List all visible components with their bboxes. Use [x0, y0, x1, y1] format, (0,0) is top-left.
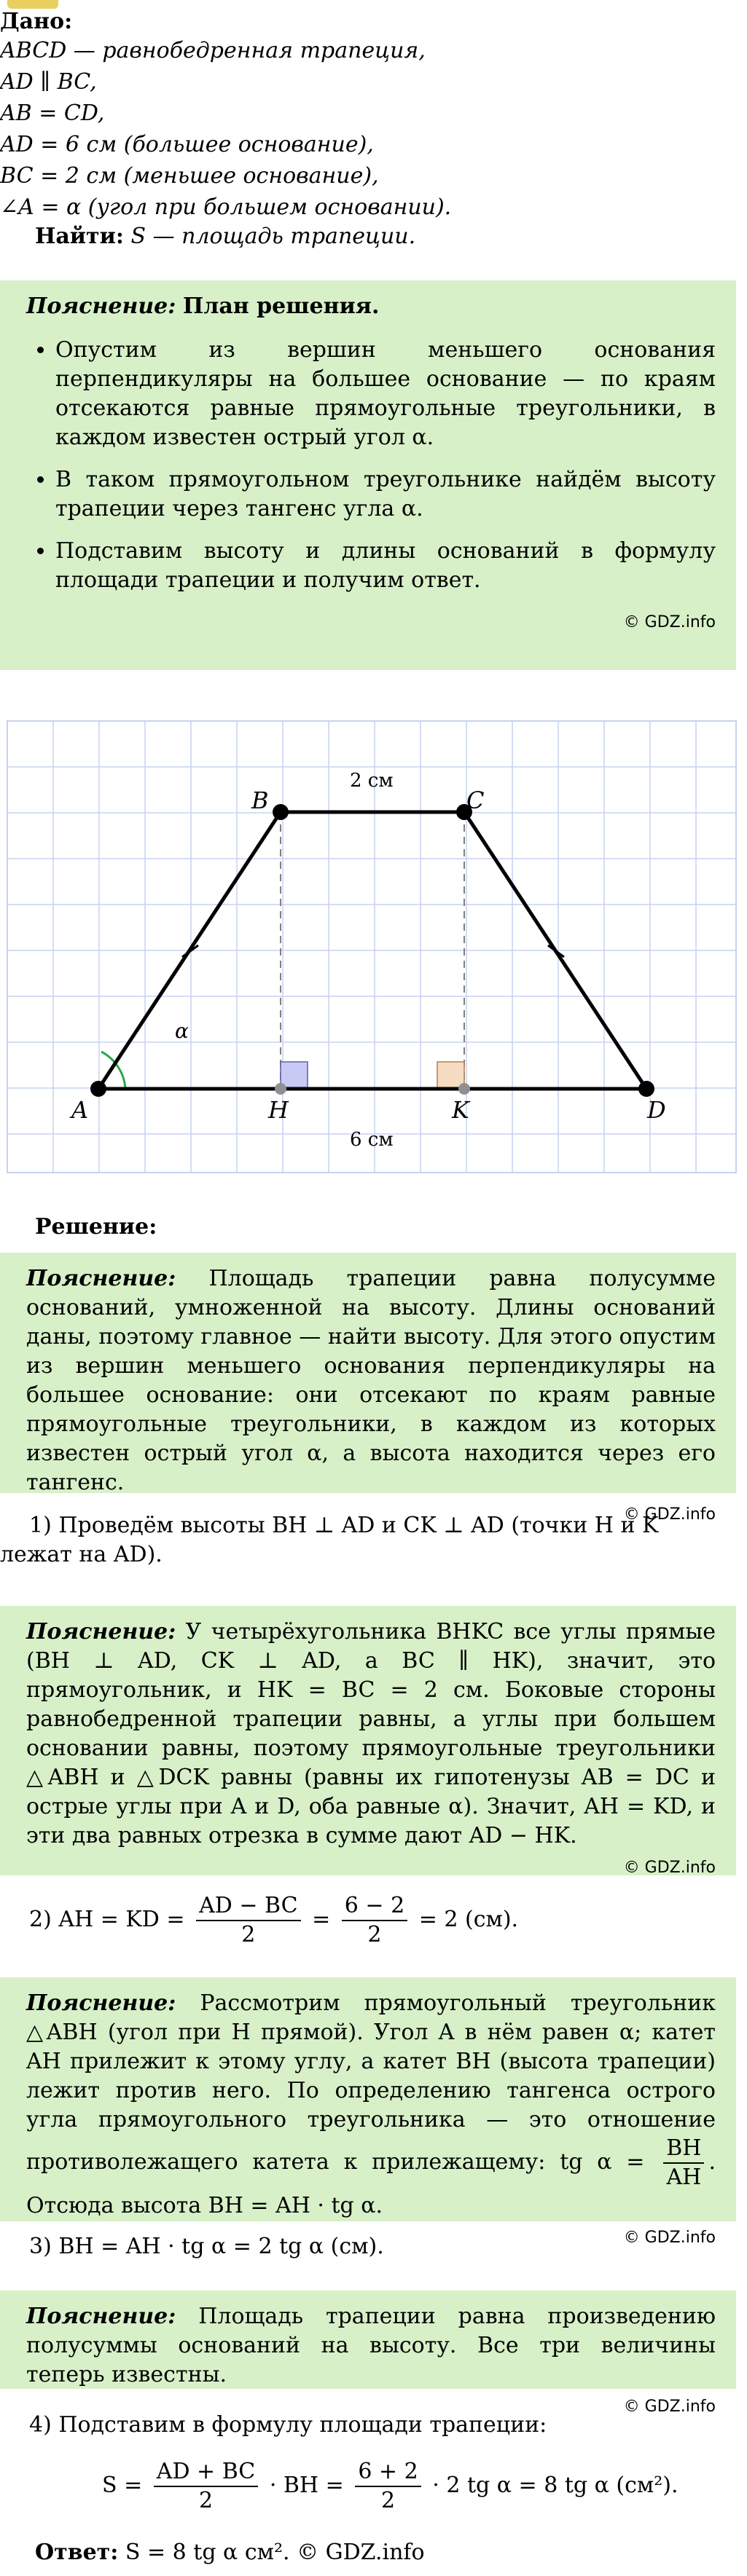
label-d: D — [647, 1096, 666, 1124]
step-4-intro: 4) Подставим в формулу площади трапеции: — [29, 2412, 547, 2438]
note-text: У четырёхугольника BHKC все углы прямые (BH ⊥ AD, CK ⊥ AD, а BC ∥ HK), значит, это прямоугольник, и HK = BC = 2 см. Боковые стороны равнобедренной трапеции равны, а углы при большем основании равны, поэтому прямоугольные треугольники △ABH и △DCK равны (равны их гипотенузы AB = DC и острые углы при A и D, оба равные α). Значит, AH = KD, и эти два равных отрезка в сумме дают AD − HK. — [26, 1619, 716, 1848]
plan-bullet: • В таком прямоугольном треугольнике найдём высоту трапеции через тангенс угла α. — [55, 465, 716, 524]
find-label: Найти: — [35, 224, 124, 249]
fraction — [355, 2458, 421, 2515]
point-a — [90, 1081, 106, 1097]
note-text: Рассмотрим прямоугольный треугольник △ABH (угол при H прямой). Угол A в нём равен α; катет AH прилежит к этому углу, а катет BH (высота трапеции) лежит против него. По определению тангенса острого угла прямоугольного треугольника — это отношение противолежащего катета к прилежащему: — [26, 1990, 716, 2175]
given-line: ∠A = α (угол при большем основании). — [0, 194, 452, 220]
plan-bullet: • Подставим высоту и длины оснований в формулу площади трапеции и получим ответ. — [55, 537, 716, 595]
label-a: A — [71, 1096, 89, 1124]
find-text: S — площадь трапеции. — [130, 224, 416, 249]
fraction — [342, 1892, 407, 1949]
given-line: BC = 2 см (меньшее основание), — [0, 163, 379, 189]
copyright: © GDZ.info — [623, 613, 716, 631]
given-line: ABCD — равнобедренная трапеция, — [0, 38, 426, 63]
label-k: K — [452, 1096, 469, 1124]
step-4-formula — [102, 2458, 678, 2515]
note-label: Пояснение: — [26, 1990, 176, 2016]
fraction — [154, 2458, 258, 2515]
fraction-denominator: AH — [666, 2165, 702, 2190]
step-2-prefix: 2) AH = KD = — [29, 1907, 185, 1932]
tangent-formula-suffix: . Отсюда высота BH = AH · tg α. — [26, 2149, 716, 2218]
explanation-note — [0, 2291, 736, 2416]
tick-cd — [548, 945, 564, 957]
explanation-note — [0, 1253, 736, 1524]
fraction-denominator: 2 — [380, 2488, 396, 2513]
point-d — [638, 1081, 654, 1097]
equals-sign: = — [312, 1907, 331, 1932]
solution-heading: Решение: — [35, 1214, 157, 1240]
point-b — [273, 804, 289, 820]
answer-label: Ответ: — [35, 2540, 119, 2565]
given-line: AD ∥ BC, — [0, 69, 97, 95]
copyright: © GDZ.info — [623, 1859, 716, 1877]
step-1: 1) Проведём высоты BH ⊥ AD и CK ⊥ AD (точки H и K лежат на AD). — [0, 1513, 659, 1567]
fraction-numerator: BH — [663, 2135, 704, 2164]
step-2-suffix: = 2 (см). — [418, 1907, 519, 1932]
explanation-note — [0, 1606, 736, 1875]
copyright: © GDZ.info — [623, 1505, 716, 1524]
label-b: B — [251, 787, 269, 814]
trapezoid-figure — [0, 714, 747, 1180]
point-h — [275, 1083, 286, 1095]
label-bc-length: 2 см — [350, 770, 394, 792]
plan-title: План решения. — [182, 294, 380, 319]
tangent-formula-prefix: tg α = — [560, 2149, 645, 2175]
fraction-denominator: 2 — [241, 1922, 256, 1947]
angle-arc — [101, 1052, 125, 1089]
fraction-numerator: AD + BC — [154, 2458, 258, 2487]
step-4-suffix: · 2 tg α = 8 tg α (см²). — [432, 2473, 678, 2498]
plan-note — [0, 280, 736, 670]
fraction-numerator: AD − BC — [196, 1892, 300, 1921]
step-3: 3) BH = AH · tg α = 2 tg α (см). — [29, 2234, 384, 2259]
label-h: H — [268, 1096, 289, 1124]
note-label: Пояснение: — [26, 1619, 176, 1645]
note-label: Пояснение: — [26, 1266, 176, 1291]
answer-text: S = 8 tg α см². © GDZ.info — [125, 2540, 425, 2565]
copyright: © GDZ.info — [623, 2398, 716, 2416]
given-line: AB = CD, — [0, 101, 105, 126]
step-4-prefix: S = — [102, 2473, 143, 2498]
step-4-middle: · BH = — [269, 2473, 344, 2498]
fraction-numerator: 6 + 2 — [355, 2458, 421, 2487]
given-heading: Дано: — [0, 9, 73, 34]
fraction-denominator: 2 — [198, 2488, 214, 2513]
fraction — [663, 2135, 704, 2191]
given-line: AD = 6 см (большее основание), — [0, 132, 374, 157]
label-c: C — [466, 787, 485, 814]
fraction-denominator: 2 — [367, 1922, 382, 1947]
find-row — [35, 222, 415, 251]
note-label: Пояснение: — [26, 2304, 176, 2329]
step-2 — [29, 1892, 518, 1949]
plan-label: Пояснение: — [26, 294, 176, 319]
note-text: Площадь трапеции равна полусумме оснований, умноженной на высоту. Длины оснований даны, поэтому главное — найти высоту. Для этого опустим из вершин меньшего основания перпендикуляры на большее основание: они отсекают по краям равные прямоугольные треугольники, в каждом из которых известен острый угол α, а высота находится через его тангенс. — [26, 1266, 716, 1495]
copyright: © GDZ.info — [623, 2229, 716, 2247]
answer-row — [35, 2538, 425, 2567]
point-k — [458, 1083, 470, 1095]
note-text: Площадь трапеции равна произведению полусуммы оснований на высоту. Все три величины теперь известны. — [26, 2304, 716, 2387]
label-ad-length: 6 см — [350, 1129, 394, 1151]
label-alpha: α — [175, 1019, 189, 1043]
plan-bullet: • Опустим из вершин меньшего основания перпендикуляры на большее основание — по краям отсекаются равные прямоугольные треугольники, в каждом известен острый угол α. — [55, 336, 716, 452]
fraction — [196, 1892, 300, 1949]
fraction-numerator: 6 − 2 — [342, 1892, 407, 1921]
